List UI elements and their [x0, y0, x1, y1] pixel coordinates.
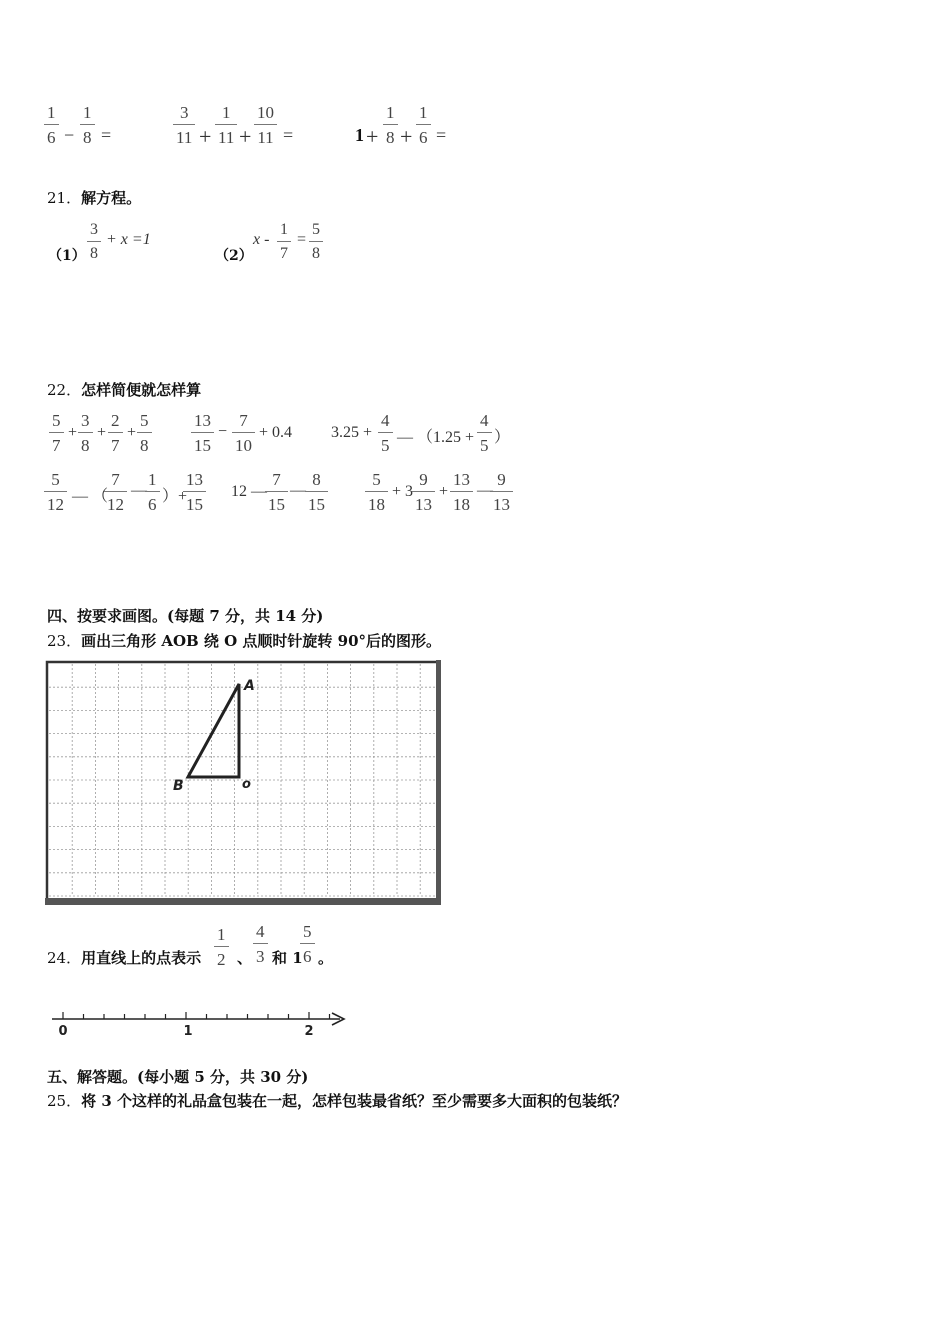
minus-sign: —	[477, 482, 493, 499]
plus-sign: +	[439, 483, 449, 500]
plus-sign: +	[127, 424, 137, 441]
number-line	[48, 1006, 352, 1038]
grid-figure	[45, 660, 441, 905]
fraction: 4 3	[253, 923, 268, 965]
vertex-o-label: o	[242, 777, 251, 792]
tick-label-2: 2	[304, 1024, 314, 1038]
fraction: 5 8	[309, 222, 323, 262]
tick-label-0: 0	[58, 1024, 68, 1038]
equation-lead: x -	[253, 231, 270, 248]
question-21-heading: 21．解方程。	[47, 189, 142, 207]
plus-sign: +	[97, 424, 107, 441]
fraction: 1 6	[416, 104, 431, 146]
fraction: 5 18	[365, 471, 388, 513]
grid-bottom-shadow	[45, 898, 441, 905]
fraction: 7 15	[265, 471, 288, 513]
expression-middle: — （1.25 +	[397, 429, 475, 446]
fraction: 1 8	[383, 104, 398, 146]
fraction: 9 13	[490, 471, 513, 513]
number-line-ticks	[63, 1012, 330, 1019]
fraction: 13 18	[450, 471, 473, 513]
tick-label-1: 1	[183, 1024, 193, 1038]
fraction: 7 10	[232, 412, 255, 454]
fraction: 1 6	[145, 471, 160, 513]
equals-sign: =	[297, 231, 307, 248]
fraction: 3 11	[173, 104, 195, 146]
question-22-heading: 22．怎样简便就怎样算	[47, 381, 202, 399]
fraction: 4 5	[477, 412, 492, 454]
section-4-heading: 四、按要求画图。(每题 7 分，共 14 分)	[47, 607, 324, 625]
whole-number: 1	[355, 125, 364, 145]
grid-right-shadow	[436, 660, 441, 905]
fraction: 10 11	[254, 104, 277, 146]
section-5-heading: 五、解答题。(每小题 5 分，共 30 分)	[47, 1068, 309, 1086]
part-1-label: （1）	[48, 248, 86, 264]
question-24-heading: 24．用直线上的点表示	[47, 949, 202, 967]
minus-sign: —	[131, 482, 147, 499]
fraction: 5 7	[49, 412, 64, 454]
minus-sign: −	[218, 423, 228, 440]
question-25-text: 25．将 3 个这样的礼品盒包装在一起，怎样包装最省纸？至少需要多大面积的包装纸？	[47, 1092, 627, 1110]
plus-sign: +	[400, 124, 413, 149]
minus-sign: −	[64, 125, 75, 145]
expression-tail: + 0.4	[259, 424, 293, 441]
fraction: 3 8	[87, 222, 101, 262]
vertex-b-label: B	[173, 778, 184, 794]
equals-sign: =	[436, 125, 447, 145]
equation-rest: + x =1	[106, 231, 151, 248]
close-paren: ）	[494, 429, 511, 446]
fraction: 1 2	[214, 926, 229, 968]
fraction: 5 6	[300, 923, 315, 965]
equals-sign: =	[101, 125, 112, 145]
plus-sign: +	[199, 124, 212, 149]
fraction: 13 15	[183, 471, 206, 513]
minus-sign: —	[290, 482, 306, 499]
expression-lead: 3.25 +	[331, 424, 373, 441]
fraction: 9 13	[412, 471, 435, 513]
fraction: 4 5	[378, 412, 393, 454]
plus-sign: +	[68, 424, 78, 441]
question-23-heading: 23．画出三角形 AOB 绕 O 点顺时针旋转 90°后的图形。	[47, 632, 442, 650]
fraction: 1 11	[215, 104, 237, 146]
fraction: 1 6	[44, 104, 59, 146]
part-2-label: （2）	[215, 248, 253, 264]
equals-sign: =	[283, 125, 294, 145]
plus-sign: +	[239, 124, 252, 149]
period: 。	[318, 949, 334, 967]
fraction: 1 8	[80, 104, 95, 146]
plus-whole: + 3	[392, 483, 414, 500]
fraction: 5 8	[137, 412, 152, 454]
plus-sign: +	[366, 124, 379, 149]
and-one: 和 1	[272, 949, 303, 967]
expression-lead: 12 —	[231, 483, 267, 500]
separator: 、	[237, 949, 253, 967]
expression-middle: — （	[72, 488, 109, 505]
fraction: 3 8	[78, 412, 93, 454]
fraction: 8 15	[305, 471, 328, 513]
vertex-a-label: A	[244, 678, 255, 694]
fraction: 2 7	[108, 412, 123, 454]
close-paren-plus: ）+	[162, 488, 188, 505]
fraction: 5 12	[44, 471, 67, 513]
fraction: 7 12	[104, 471, 127, 513]
fraction: 13 15	[191, 412, 214, 454]
fraction: 1 7	[277, 222, 291, 262]
